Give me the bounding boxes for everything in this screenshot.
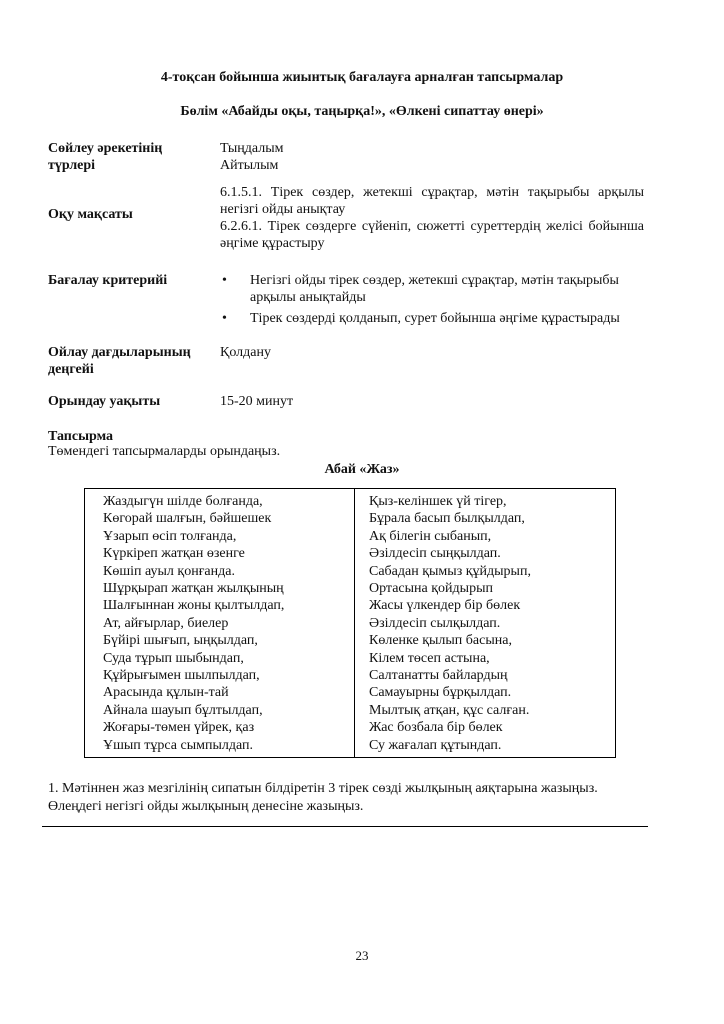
poem-line: Жоғары-төмен үйрек, қаз [103, 720, 255, 736]
poem-line: Арасында құлын-тай [103, 685, 229, 701]
poem-line: Айнала шауып бұлтылдап, [103, 702, 263, 718]
poem-line: Самауырны бұрқылдап. [369, 685, 512, 701]
criteria-item [220, 310, 644, 327]
task-instruction: Төмендегі тапсырмаларды орындаңыз. [48, 444, 281, 459]
poem-line: Құйрығымен шылпылдап, [103, 668, 260, 684]
poem-title: Абай «Жаз» [324, 462, 400, 477]
page-number: 23 [355, 948, 369, 963]
speech-types-label-line-2: түрлері [48, 158, 96, 173]
poem-line: Мылтық атқан, құс салған. [369, 702, 530, 718]
poem-line: Ұшып тұрса сымпылдап. [103, 737, 254, 753]
poem-table [84, 488, 616, 758]
thinking-level-label [48, 344, 191, 378]
poem-line: Ортасына қойдырып [369, 581, 493, 597]
thinking-level-label-line-2: деңгейі [48, 362, 94, 377]
learning-goal-2: 6.2.6.1. Тірек сөздерге сүйеніп, сюжетті суреттердің желісі бойынша әңгіме құрастыру [220, 219, 644, 251]
time-label: Орындау уақыты [48, 394, 161, 409]
poem-line: Кілем төсеп астына, [369, 650, 490, 666]
poem-line: Шұрқырап жатқан жылқының [103, 581, 284, 597]
speech-type-listening: Тыңдалым [220, 141, 284, 156]
poem-line: Бүйірі шығып, ыңқылдап, [103, 633, 258, 649]
criteria-list [220, 272, 644, 331]
poem-line: Ақ білегін сыбанып, [369, 528, 492, 544]
poem-column-divider [354, 489, 355, 757]
poem-line: Жасы үлкендер бір бөлек [369, 598, 521, 614]
poem-line: Сабадан қымыз құйдырып, [369, 563, 531, 579]
divider-line [42, 826, 648, 827]
page-title: 4-тоқсан бойынша жиынтық бағалауға арналған тапсырмалар [160, 70, 564, 85]
poem-line: Жаздыгүн шілде болғанда, [103, 494, 263, 509]
poem-line: Көшіп ауыл қонғанда. [103, 563, 235, 579]
poem-line: Қыз-келіншек үй тігер, [369, 494, 507, 509]
task-question-line-1: 1. Мәтіннен жаз мезгілінің сипатын білдіретін 3 тірек сөзді жылқының аяқтарына жазыңыз. [48, 781, 598, 796]
learning-goal-1: 6.1.5.1. Тірек сөздер, жетекші сұрақтар, мәтін тақырыбы арқылы негізгі ойды анықтау [220, 185, 644, 217]
criteria-item-text: Негізгі ойды тірек сөздер, жетекші сұрақтар, мәтін тақырыбы арқылы анықтайды [250, 273, 619, 305]
poem-line: Шалғыннан жоны қылтылдап, [103, 598, 285, 614]
learning-goals [220, 184, 644, 252]
poem-line: Ат, айғырлар, биелер [103, 615, 229, 631]
criteria-item [220, 272, 644, 306]
task-question-line-2: Өлеңдегі негізгі ойды жылқының денесіне жазыңыз. [48, 799, 364, 814]
section-title: Бөлім «Абайды оқы, таңырқа!», «Өлкені сипаттау өнері» [180, 104, 544, 119]
poem-line: Бұрала басып былқылдап, [369, 511, 525, 527]
poem-line: Әзілдесіп сыңқылдап. [369, 546, 501, 562]
criteria-item-text: Тірек сөздерді қолданып, сурет бойынша әңгіме құрастырады [250, 311, 620, 326]
time-value: 15-20 минут [220, 394, 294, 409]
learning-goal-label: Оқу мақсаты [48, 207, 133, 222]
thinking-level-label-line-1: Ойлау дағдыларының [48, 345, 191, 360]
poem-line: Көгорай шалғын, бәйшешек [103, 511, 272, 527]
poem-line: Күркіреп жатқан өзенге [103, 546, 245, 562]
poem-line: Ұзарып өсіп толғанда, [103, 528, 237, 544]
bullet-icon: • [222, 311, 227, 326]
task-question [48, 780, 668, 816]
poem-line: Көленке қылып басына, [369, 633, 512, 649]
poem-right-column [369, 493, 531, 754]
speech-types-label-line-1: Сөйлеу әрекетінің [48, 141, 163, 156]
poem-line: Су жағалап құтындап. [369, 737, 502, 753]
poem-line: Суда тұрып шыбындап, [103, 650, 244, 666]
poem-line: Салтанатты байлардың [369, 668, 508, 684]
thinking-level-value: Қолдану [220, 345, 271, 360]
speech-types-label [48, 140, 162, 174]
poem-left-column [103, 493, 284, 754]
bullet-icon: • [222, 273, 227, 288]
speech-type-speaking: Айтылым [220, 158, 279, 173]
task-label: Тапсырма [48, 429, 114, 444]
poem-line: Әзілдесіп сылқылдап. [369, 615, 501, 631]
criteria-label: Бағалау критерийі [48, 273, 168, 288]
speech-types-value [220, 140, 644, 174]
poem-line: Жас бозбала бір бөлек [369, 720, 503, 736]
